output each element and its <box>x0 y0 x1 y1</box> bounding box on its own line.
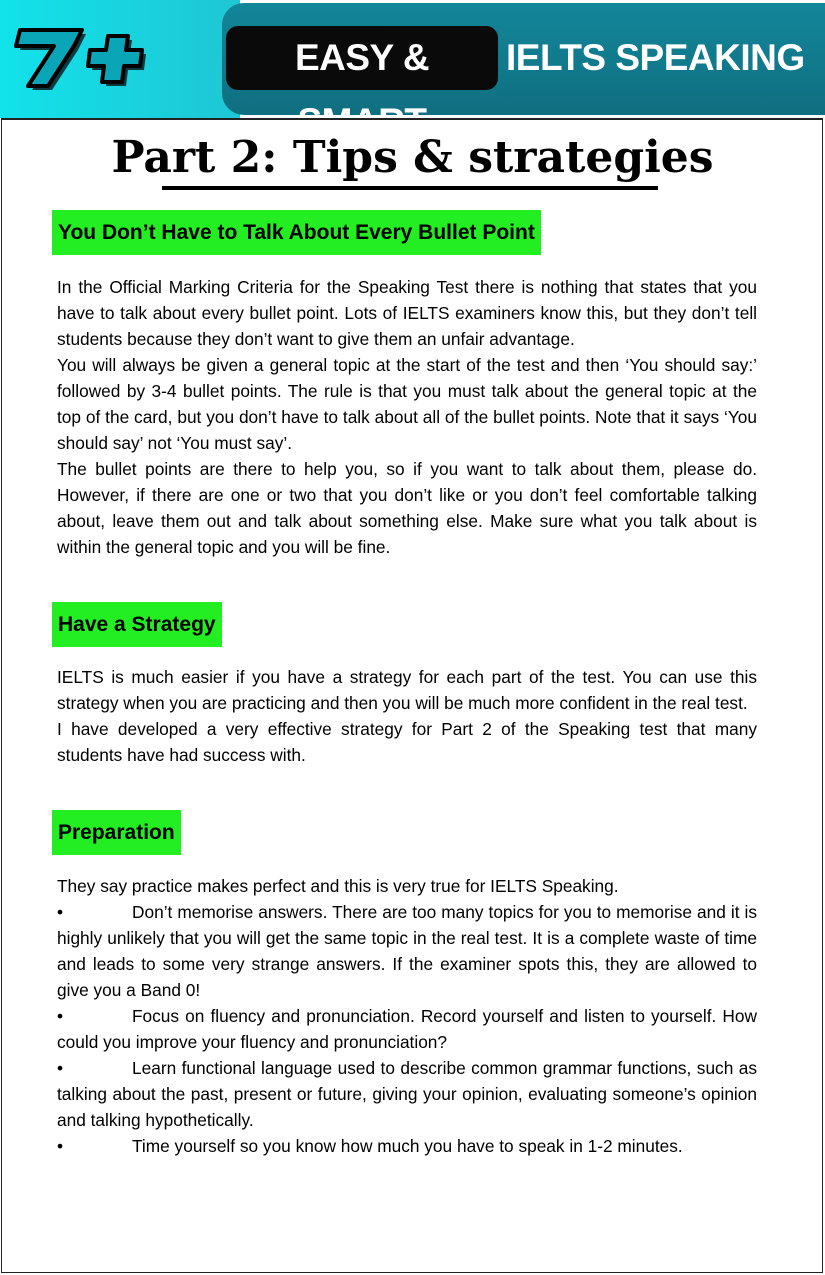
section-heading-preparation: Preparation <box>52 810 181 855</box>
section-heading-bullet-points: You Don’t Have to Talk About Every Bullet Point <box>52 210 541 255</box>
header-banner <box>0 0 825 142</box>
bullet-icon: • <box>57 902 64 922</box>
paragraph: I have developed a very effective strategy for Part 2 of the Speaking test that many students have had success with. <box>57 719 757 765</box>
paragraph: IELTS is much easier if you have a strategy for each part of the test. You can use this strategy when you are practicing and then you will be much more confident in the real test. <box>57 667 757 713</box>
ielts-speaking-title: IELTS SPEAKING <box>506 37 805 78</box>
section-heading-strategy: Have a Strategy <box>52 602 222 647</box>
seven-plus-logo-icon <box>10 22 170 94</box>
list-item: • Don’t memorise answers. There are too many topics for you to memorise and it is highly unlikely that you will get the same topic in the real test. It is a complete waste of time and leads to some very strange answers. If the examiner spots this, they are allowed to give you a Band 0! <box>57 899 757 1003</box>
paragraph: You will always be given a general topic at the start of the test and then ‘You should say:’ followed by 3-4 bullet points. The rule is that you must talk about the general topic at the top of the card, but you don’t have to talk about all of the bullet points. Note that it says ‘You should say’ not ‘You must say’. <box>57 355 757 453</box>
list-item: • Learn functional language used to describe common grammar functions, such as talking about the past, present or future, giving your opinion, evaluating someone’s opinion and talking hypothetically. <box>57 1055 757 1133</box>
bullet-icon: • <box>57 1006 64 1026</box>
section-intro-preparation <box>57 873 757 899</box>
section-body-bullet-points <box>57 274 757 560</box>
bullet-icon: • <box>57 1058 64 1078</box>
paragraph: They say practice makes perfect and this is very true for IELTS Speaking. <box>57 876 619 896</box>
list-item: • Time yourself so you know how much you have to speak in 1-2 minutes. <box>57 1133 757 1159</box>
list-item: • Focus on fluency and pronunciation. Record yourself and listen to yourself. How could you improve your fluency and pronunciation? <box>57 1003 757 1055</box>
preparation-bullet-list <box>57 899 757 1159</box>
paragraph: The bullet points are there to help you, so if you want to talk about them, please do. However, if there are one or two that you don’t like or you don’t feel comfortable talking about, leave them out and talk about something else. Make sure what you talk about is within the general topic and you will be fine. <box>57 459 757 557</box>
easy-smart-badge: EASY & SMART <box>226 26 498 90</box>
section-body-strategy <box>57 664 757 768</box>
paragraph: In the Official Marking Criteria for the Speaking Test there is nothing that states that you have to talk about every bullet point. Lots of IELTS examiners know this, but they don’t tell students because they don’t want to give them an unfair advantage. <box>57 277 757 349</box>
title-underline <box>162 186 658 190</box>
page-title: Part 2: Tips & strategies <box>111 132 714 183</box>
bullet-icon: • <box>57 1136 64 1156</box>
